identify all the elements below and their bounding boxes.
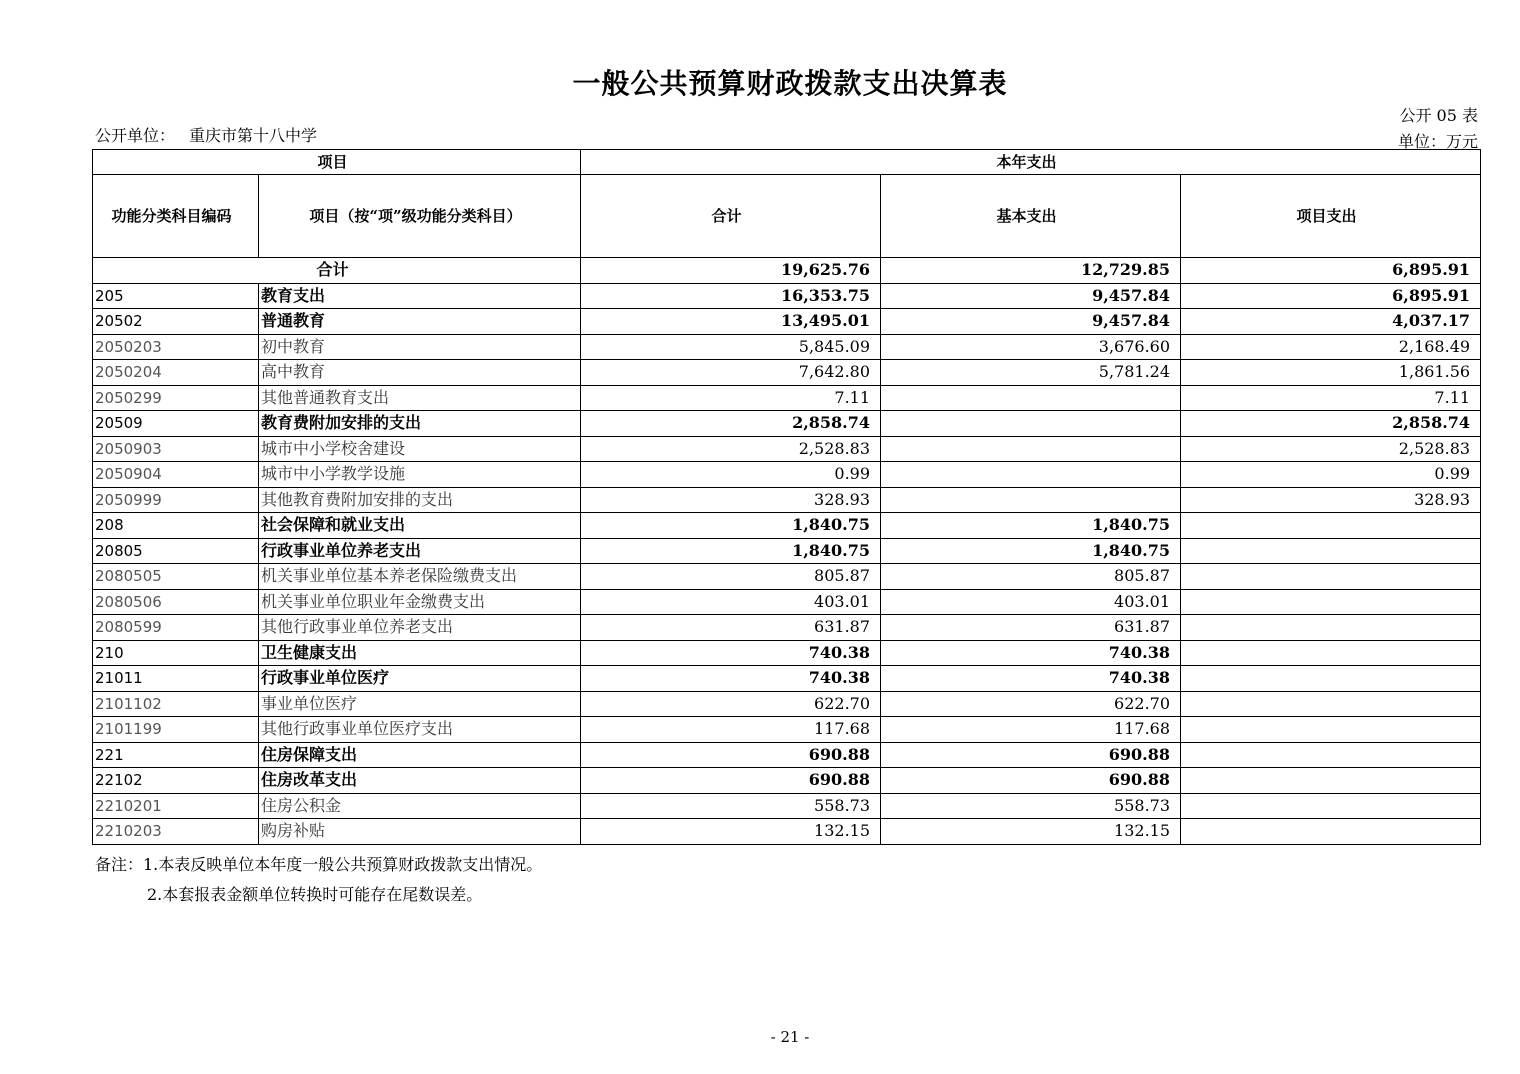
table-row bbox=[93, 334, 1481, 360]
notes bbox=[95, 850, 542, 910]
total-row bbox=[93, 258, 1481, 284]
row-basic: 1,840.75 bbox=[881, 513, 1181, 539]
row-total: 1,840.75 bbox=[581, 513, 881, 539]
row-code: 20805 bbox=[93, 538, 259, 564]
table-row bbox=[93, 819, 1481, 845]
row-total: 740.38 bbox=[581, 640, 881, 666]
row-basic bbox=[881, 385, 1181, 411]
row-total: 5,845.09 bbox=[581, 334, 881, 360]
column-header-name: 项目（按“项”级功能分类科目） bbox=[259, 175, 581, 258]
row-name: 城市中小学校舍建设 bbox=[259, 436, 581, 462]
row-code: 21011 bbox=[93, 666, 259, 692]
row-total: 7.11 bbox=[581, 385, 881, 411]
row-name: 机关事业单位职业年金缴费支出 bbox=[259, 589, 581, 615]
row-basic: 132.15 bbox=[881, 819, 1181, 845]
group-header-current-year: 本年支出 bbox=[581, 150, 1481, 175]
row-basic: 805.87 bbox=[881, 564, 1181, 590]
table-row bbox=[93, 564, 1481, 590]
row-basic: 690.88 bbox=[881, 742, 1181, 768]
row-code: 2050999 bbox=[93, 487, 259, 513]
row-project: 2,168.49 bbox=[1181, 334, 1481, 360]
row-project: 6,895.91 bbox=[1181, 283, 1481, 309]
row-project bbox=[1181, 742, 1481, 768]
row-code: 2210201 bbox=[93, 793, 259, 819]
row-project bbox=[1181, 589, 1481, 615]
reporting-unit-label: 公开单位： bbox=[95, 126, 176, 145]
row-project bbox=[1181, 717, 1481, 743]
row-project bbox=[1181, 640, 1481, 666]
row-total: 403.01 bbox=[581, 589, 881, 615]
total-cell-basic: 12,729.85 bbox=[881, 258, 1181, 284]
row-name: 事业单位医疗 bbox=[259, 691, 581, 717]
row-code: 208 bbox=[93, 513, 259, 539]
row-name: 机关事业单位基本养老保险缴费支出 bbox=[259, 564, 581, 590]
page-number: - 21 - bbox=[770, 1028, 810, 1046]
row-name: 高中教育 bbox=[259, 360, 581, 386]
row-name: 住房保障支出 bbox=[259, 742, 581, 768]
row-project bbox=[1181, 513, 1481, 539]
row-basic bbox=[881, 462, 1181, 488]
row-basic: 5,781.24 bbox=[881, 360, 1181, 386]
row-code: 2080599 bbox=[93, 615, 259, 641]
expenditure-table bbox=[92, 149, 1481, 845]
row-project bbox=[1181, 691, 1481, 717]
money-unit: 单位：万元 bbox=[1397, 132, 1478, 151]
row-code: 22102 bbox=[93, 768, 259, 794]
table-row bbox=[93, 717, 1481, 743]
row-name: 社会保障和就业支出 bbox=[259, 513, 581, 539]
row-name: 教育费附加安排的支出 bbox=[259, 411, 581, 437]
column-header-project: 项目支出 bbox=[1181, 175, 1481, 258]
row-code: 20502 bbox=[93, 309, 259, 335]
row-total: 805.87 bbox=[581, 564, 881, 590]
row-total: 13,495.01 bbox=[581, 309, 881, 335]
column-header-code: 功能分类科目编码 bbox=[93, 175, 259, 258]
row-total: 690.88 bbox=[581, 742, 881, 768]
row-project bbox=[1181, 564, 1481, 590]
row-code: 2050204 bbox=[93, 360, 259, 386]
row-name: 其他教育费附加安排的支出 bbox=[259, 487, 581, 513]
table-row bbox=[93, 487, 1481, 513]
row-name: 卫生健康支出 bbox=[259, 640, 581, 666]
row-basic bbox=[881, 411, 1181, 437]
table-row bbox=[93, 640, 1481, 666]
row-name: 行政事业单位养老支出 bbox=[259, 538, 581, 564]
row-basic: 403.01 bbox=[881, 589, 1181, 615]
table-row bbox=[93, 768, 1481, 794]
row-project bbox=[1181, 666, 1481, 692]
row-total: 622.70 bbox=[581, 691, 881, 717]
row-code: 2080505 bbox=[93, 564, 259, 590]
row-project: 4,037.17 bbox=[1181, 309, 1481, 335]
table-row bbox=[93, 309, 1481, 335]
row-basic bbox=[881, 436, 1181, 462]
row-total: 558.73 bbox=[581, 793, 881, 819]
row-code: 2101199 bbox=[93, 717, 259, 743]
row-name: 初中教育 bbox=[259, 334, 581, 360]
row-project: 2,858.74 bbox=[1181, 411, 1481, 437]
table-row bbox=[93, 666, 1481, 692]
row-code: 2101102 bbox=[93, 691, 259, 717]
table-row bbox=[93, 436, 1481, 462]
total-cell-total: 19,625.76 bbox=[581, 258, 881, 284]
row-total: 328.93 bbox=[581, 487, 881, 513]
table-row bbox=[93, 742, 1481, 768]
table-row bbox=[93, 589, 1481, 615]
row-project: 328.93 bbox=[1181, 487, 1481, 513]
table-row bbox=[93, 513, 1481, 539]
row-project: 0.99 bbox=[1181, 462, 1481, 488]
row-project: 7.11 bbox=[1181, 385, 1481, 411]
row-code: 2050299 bbox=[93, 385, 259, 411]
row-basic: 117.68 bbox=[881, 717, 1181, 743]
table-row bbox=[93, 385, 1481, 411]
row-basic: 631.87 bbox=[881, 615, 1181, 641]
row-basic: 740.38 bbox=[881, 666, 1181, 692]
table-row bbox=[93, 793, 1481, 819]
row-basic: 690.88 bbox=[881, 768, 1181, 794]
row-name: 住房公积金 bbox=[259, 793, 581, 819]
row-basic: 622.70 bbox=[881, 691, 1181, 717]
table-row bbox=[93, 360, 1481, 386]
row-code: 2080506 bbox=[93, 589, 259, 615]
row-project: 2,528.83 bbox=[1181, 436, 1481, 462]
row-project bbox=[1181, 819, 1481, 845]
row-name: 其他行政事业单位医疗支出 bbox=[259, 717, 581, 743]
row-total: 0.99 bbox=[581, 462, 881, 488]
row-total: 16,353.75 bbox=[581, 283, 881, 309]
row-basic bbox=[881, 487, 1181, 513]
table-row bbox=[93, 283, 1481, 309]
row-name: 普通教育 bbox=[259, 309, 581, 335]
row-total: 2,528.83 bbox=[581, 436, 881, 462]
row-total: 132.15 bbox=[581, 819, 881, 845]
note-line-1: 备注：1.本表反映单位本年度一般公共预算财政拨款支出情况。 bbox=[95, 855, 543, 874]
row-project bbox=[1181, 793, 1481, 819]
row-total: 631.87 bbox=[581, 615, 881, 641]
reporting-unit bbox=[95, 123, 317, 146]
note-line-2: 2.本套报表金额单位转换时可能存在尾数误差。 bbox=[147, 885, 483, 904]
row-basic: 3,676.60 bbox=[881, 334, 1181, 360]
group-header-project: 项目 bbox=[93, 150, 581, 175]
row-code: 205 bbox=[93, 283, 259, 309]
table-row bbox=[93, 691, 1481, 717]
row-project bbox=[1181, 768, 1481, 794]
row-name: 购房补贴 bbox=[259, 819, 581, 845]
row-basic: 9,457.84 bbox=[881, 283, 1181, 309]
row-total: 7,642.80 bbox=[581, 360, 881, 386]
row-total: 690.88 bbox=[581, 768, 881, 794]
row-name: 住房改革支出 bbox=[259, 768, 581, 794]
table-number: 公开 05 表 bbox=[1399, 106, 1478, 125]
row-project bbox=[1181, 615, 1481, 641]
row-code: 2210203 bbox=[93, 819, 259, 845]
row-code: 2050904 bbox=[93, 462, 259, 488]
row-total: 2,858.74 bbox=[581, 411, 881, 437]
total-cell-project: 6,895.91 bbox=[1181, 258, 1481, 284]
document-title: 一般公共预算财政拨款支出决算表 bbox=[572, 67, 1008, 100]
total-label: 合计 bbox=[93, 258, 581, 284]
row-name: 行政事业单位医疗 bbox=[259, 666, 581, 692]
row-total: 740.38 bbox=[581, 666, 881, 692]
row-code: 221 bbox=[93, 742, 259, 768]
row-name: 城市中小学教学设施 bbox=[259, 462, 581, 488]
row-total: 117.68 bbox=[581, 717, 881, 743]
row-project: 1,861.56 bbox=[1181, 360, 1481, 386]
row-basic: 740.38 bbox=[881, 640, 1181, 666]
row-total: 1,840.75 bbox=[581, 538, 881, 564]
table-row bbox=[93, 411, 1481, 437]
column-header-total: 合计 bbox=[581, 175, 881, 258]
row-project bbox=[1181, 538, 1481, 564]
row-code: 20509 bbox=[93, 411, 259, 437]
table-row bbox=[93, 538, 1481, 564]
row-code: 210 bbox=[93, 640, 259, 666]
row-code: 2050903 bbox=[93, 436, 259, 462]
column-header-basic: 基本支出 bbox=[881, 175, 1181, 258]
table-row bbox=[93, 462, 1481, 488]
row-basic: 558.73 bbox=[881, 793, 1181, 819]
table-row bbox=[93, 615, 1481, 641]
row-basic: 9,457.84 bbox=[881, 309, 1181, 335]
row-name: 其他行政事业单位养老支出 bbox=[259, 615, 581, 641]
row-name: 教育支出 bbox=[259, 283, 581, 309]
row-code: 2050203 bbox=[93, 334, 259, 360]
row-name: 其他普通教育支出 bbox=[259, 385, 581, 411]
row-basic: 1,840.75 bbox=[881, 538, 1181, 564]
reporting-unit-name: 重庆市第十八中学 bbox=[189, 126, 318, 145]
